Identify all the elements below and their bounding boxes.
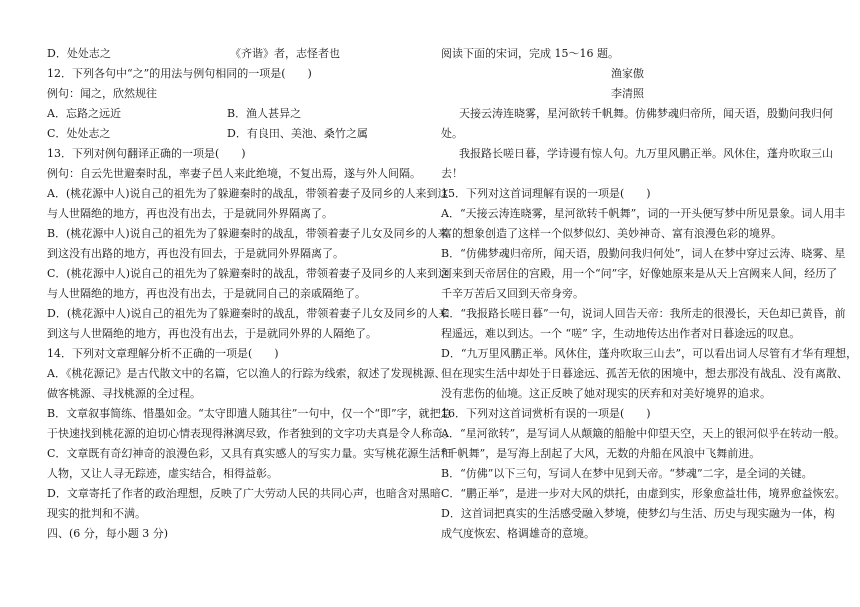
q16-option-c: C．“鹏正举”，是进一步对大风的烘托，由虚到实，形象愈益壮伟，境界愈益恢宏。 xyxy=(441,487,846,500)
q12-options-row-1 xyxy=(47,104,418,124)
q16-option-a: A．“星河欲转”，是写词人从颠簸的船舱中仰望天空，天上的银河似乎在转动一般。 xyxy=(441,427,846,440)
q15-option-b-cont: 河来到天帝居住的宫殿，用一个“问”字，好像她原来是从天上宫阙来人间，经历了 xyxy=(441,267,838,280)
right-column xyxy=(441,44,858,544)
q15-option-c-cont: 程遥远，难以到达。一个 “嗟” 字，生动地传达出作者对日暮途远的叹息。 xyxy=(441,327,801,340)
q14-option-d-cont: 现实的批判和不满。 xyxy=(47,507,146,520)
q13-option-d-cont: 到这与人世隔绝的地方，再也没有出去，于是就同外界的人隔绝了。 xyxy=(47,327,377,340)
q13-option-a: A．(桃花源中人)说自己的祖先为了躲避秦时的战乱，带领着妻子及同乡的人来到这 xyxy=(47,187,449,200)
q12-options-row-2 xyxy=(47,124,418,144)
q13-option-c-cont: 与人世隔绝的地方，再也没有出去，于是就同自己的亲戚隔绝了。 xyxy=(47,287,366,300)
poem-line: 处。 xyxy=(441,127,463,140)
q14-stem: 14．下列对文章理解分析不正确的一项是( ) xyxy=(47,347,279,360)
q11-option-d-row xyxy=(47,44,418,64)
q14-option-d: D．文章寄托了作者的政治理想，反映了广大劳动人民的共同心声，也暗含对黑暗 xyxy=(47,487,441,500)
poem-author: 李清照 xyxy=(611,87,644,100)
q13-option-d: D．(桃花源中人)说自己的祖先为了躲避秦时的战乱，带领着妻子儿女及同乡的人来 xyxy=(47,307,450,320)
q13-stem: 13．下列对例句翻译正确的一项是( ) xyxy=(47,147,246,160)
q14-option-b-cont: 于快速找到桃花源的迫切心情表现得淋漓尽致，作者独到的文字功夫真是令人称奇。 xyxy=(47,427,454,440)
left-column xyxy=(47,44,454,544)
q12-option-b: B．渔人甚异之 xyxy=(227,107,302,120)
poem-line: 天接云涛连晓雾，星河欲转千帆舞。仿佛梦魂归帝所，闻天语，殷勤问我归何 xyxy=(459,107,833,120)
q16-option-d-cont: 成气度恢宏、格调雄奇的意境。 xyxy=(441,527,595,540)
q11-option-d-example: 《齐谐》者，志怪者也 xyxy=(230,47,340,60)
q12-stem: 12．下列各句中“之”的用法与例句相同的一项是( ) xyxy=(47,67,312,80)
q13-option-a-cont: 与人世隔绝的地方，再也没有出去，于是就同外界隔离了。 xyxy=(47,207,333,220)
q15-stem: 15．下列对这首词理解有误的一项是( ) xyxy=(441,187,651,200)
q14-option-c: C．文章既有奇幻神奇的浪漫色彩，又具有真实感人的写实力量。实写桃花源生活和 xyxy=(47,447,452,460)
q15-option-a-cont: 富的想象创造了这样一个似梦似幻、美妙神奇、富有浪漫色彩的境界。 xyxy=(441,227,782,240)
reading-intro: 阅读下面的宋词，完成 15～16 题。 xyxy=(441,47,619,60)
poem-line: 去！ xyxy=(441,167,463,180)
q14-option-c-cont: 人物，又让人寻无踪迹，虚实结合，相得益彰。 xyxy=(47,467,278,480)
q16-option-d: D．这首词把真实的生活感受融入梦境，使梦幻与生活、历史与现实融为一体，构 xyxy=(441,507,835,520)
q14-option-b: B．文章叙事简练、惜墨如金。“太守即遣人随其往”一句中，仅一个“即”字，就把急 xyxy=(47,407,452,420)
q15-option-d: D．“九万里风鹏正举。风休住，蓬舟吹取三山去”，可以看出词人尽管有才华有理想， xyxy=(441,347,858,360)
poem-title: 渔家傲 xyxy=(611,67,644,80)
q15-option-d-cont: 但在现实生活中却处于日暮途远、孤苦无依的困境中，想去那没有战乱、没有离散、 xyxy=(441,367,848,380)
q12-option-a: A．忘路之远近 xyxy=(47,107,121,120)
q14-option-a: A．《桃花源记》是古代散文中的名篇，它以渔人的行踪为线索，叙述了发现桃源、 xyxy=(47,367,446,380)
q15-option-b: B．“仿佛梦魂归帝所，闻天语，殷勤问我归何处”，词人在梦中穿过云涛、晓雾、星 xyxy=(441,247,846,260)
q11-option-d: D．处处志之 xyxy=(47,47,111,60)
q16-option-a-cont: “千帆舞”，是写海上刮起了大风，无数的舟船在风浪中飞舞前进。 xyxy=(441,447,761,460)
poem-line: 我报路长嗟日暮，学诗谩有惊人句。九万里风鹏正举。风休住，蓬舟吹取三山 xyxy=(459,147,833,160)
q12-option-c: C．处处志之 xyxy=(47,127,111,140)
q16-option-b: B．“仿佛”以下三句，写词人在梦中见到天帝。“梦魂”二字，是全词的关键。 xyxy=(441,467,813,480)
q15-option-a: A．“天接云涛连晓雾，星河欲转千帆舞”，词的一开头便写梦中所见景象。词人用丰 xyxy=(441,207,846,220)
q15-option-d-cont: 没有悲伤的仙境。这正反映了她对现实的厌弃和对美好境界的追求。 xyxy=(441,387,771,400)
q16-stem: 16．下列对这首词赏析有误的一项是( ) xyxy=(441,407,651,420)
q15-option-b-cont: 千辛万苦后又回到天帝身旁。 xyxy=(441,287,584,300)
section-four-heading: 四、(6 分，每小题 3 分) xyxy=(47,527,169,540)
q15-option-c: C．“我报路长嗟日暮”一句，说词人回告天帝：我所走的很漫长，天色却已黄昏，前 xyxy=(441,307,846,320)
q12-example: 例句：闻之，欣然规往 xyxy=(47,87,157,100)
q13-option-c: C．(桃花源中人)说自己的祖先为了躲避秦时的战乱，带领着妻子及同乡的人来到这 xyxy=(47,267,449,280)
q13-option-b-cont: 到这没有出路的地方，再也没有回去，于是就同外界隔离了。 xyxy=(47,247,344,260)
q12-option-d: D．有良田、美池、桑竹之属 xyxy=(227,127,368,140)
q13-example: 例句：自云先世避秦时乱，率妻子邑人来此绝境，不复出焉，遂与外人间隔。 xyxy=(47,167,421,180)
q14-option-a-cont: 做客桃源、寻找桃源的全过程。 xyxy=(47,387,201,400)
q13-option-b: B．(桃花源中人)说自己的祖先为了躲避秦时的战乱，带领着妻子儿女及同乡的人来 xyxy=(47,227,449,240)
